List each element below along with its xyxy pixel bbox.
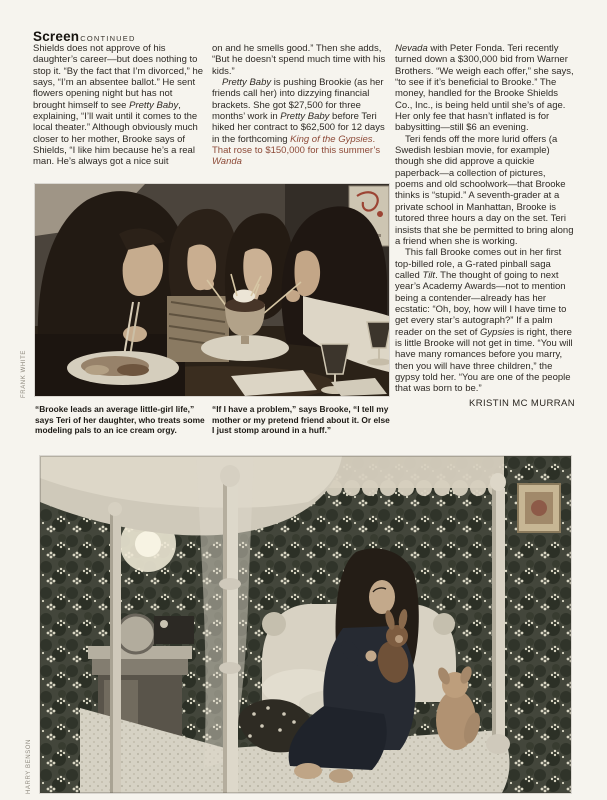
section-title: Screen <box>33 29 80 44</box>
girl-hand <box>366 651 377 662</box>
ice-cream-photo-illustration <box>35 184 389 396</box>
girl-foot-2 <box>329 769 353 783</box>
movie-title: Tilt <box>422 269 436 281</box>
paragraph <box>212 77 389 168</box>
text-column-2 <box>212 43 389 168</box>
body-text: Shields does not approve of his daughter’s career—but does nothing to stop it. “By the fact that I’m divorced,” he says, “I’m an absentee ballot.” He sent flowers opening night but has not brought himself to see <box>33 43 204 111</box>
girl-foot <box>294 763 322 779</box>
movie-title: Pretty Baby <box>129 99 179 111</box>
body-text: is pushing Brookie (as her friends call her) into dizzying financial brackets. She got $27,500 for three months’ work in <box>212 77 384 123</box>
body-text: . The thought of going to next year’s Academy Awards—not to mention being a contender—already has her ecstatic: “Oh, boy, how will I have time to get every star’s autograph?” If a palm reader on the set of <box>395 269 567 338</box>
girl-face <box>369 580 395 614</box>
text-column-1 <box>33 43 204 168</box>
vanity-mirror <box>117 615 155 653</box>
movie-title: Wanda <box>212 156 242 168</box>
food-plate <box>67 351 179 385</box>
paragraph <box>33 43 204 168</box>
body-text: on and he smells good.” Then she adds, “But he doesn’t spend much time with his kids.” <box>212 43 386 77</box>
photo-credit-frank-white: FRANK WHITE <box>21 350 27 398</box>
photo-ice-cream-party <box>35 184 389 396</box>
movie-title: Gypsies <box>480 326 515 338</box>
paragraph <box>395 247 575 394</box>
movie-title: Pretty Baby <box>280 111 330 123</box>
lamp-bulb <box>135 531 161 557</box>
author-byline: KRISTIN MC MURRAN <box>468 397 575 409</box>
lace-valance <box>322 456 504 496</box>
bed-post-left <box>108 502 122 793</box>
body-text: Teri fends off the more lurid offers (a Swedish lesbian movie, for example) though she did approve a quickie paperback—a collection of pictures, poems and old schoolwork—that Brooke thinks is “stupid.” A seventh-grader at a private school in Manhattan, Brooke is tutored three hours a day on the set. Teri insists that she be permitted to bring along a friend when she is working. <box>395 133 574 247</box>
movie-title: Nevada <box>395 43 428 54</box>
body-text: before Teri hiked her contract to $62,500 for 12 days in the forthcoming <box>212 111 385 145</box>
body-text: is right, there is little Brooke will not get in time. “You will have many romances before you marry, then you will have three children,” the gypsy told her. “You are one of the people that was born to be.” <box>395 326 573 395</box>
movie-title: King of the Gypsies <box>290 133 373 145</box>
continued-label: CONTINUED <box>80 34 136 43</box>
body-text: . That rose to $150,000 for this summer’s <box>212 133 381 157</box>
body-text: , explaining, “I’ll wait until it comes to the local theater.” Although obviously much closer to her mother, Brooke says of Shields, “I like him because he’s a real man. He’s always got a nice suit <box>33 99 198 168</box>
photo-credit-harry-benson: HARRY BENSON <box>26 739 32 794</box>
body-text: with Peter Fonda. Teri recently turned down a $300,000 bid from Warner Brothers. “We weigh each offer,” she says, “to see if it’s beneficial to Brooke.” The money, handled for the Brooke Shields Co., Inc., is being held until she’s of age. Her only fee that hasn’t inflated is for babysitting—still $6 an evening. <box>395 43 574 134</box>
paragraph <box>212 43 389 77</box>
photo-bedroom <box>40 456 571 793</box>
radio-clock <box>154 616 194 644</box>
paragraph <box>395 43 575 134</box>
body-text: This fall Brooke comes out in her first top-billed role, a G-rated pinball saga called <box>395 247 562 281</box>
movie-title: Pretty Baby <box>222 77 272 89</box>
paragraph <box>395 134 575 247</box>
text-column-3 <box>395 43 575 409</box>
bedroom-photo-illustration <box>40 456 571 793</box>
caption-right: “If I have a problem,” says Brooke, “I tell my mother or my pretend friend about it. Or else I just stomp around in a huff.” <box>212 404 390 436</box>
framed-picture <box>518 484 560 532</box>
caption-left: “Brooke leads an average little-girl life,” says Teri of her daughter, who treats some modeling pals to an ice cream orgy. <box>35 404 205 436</box>
